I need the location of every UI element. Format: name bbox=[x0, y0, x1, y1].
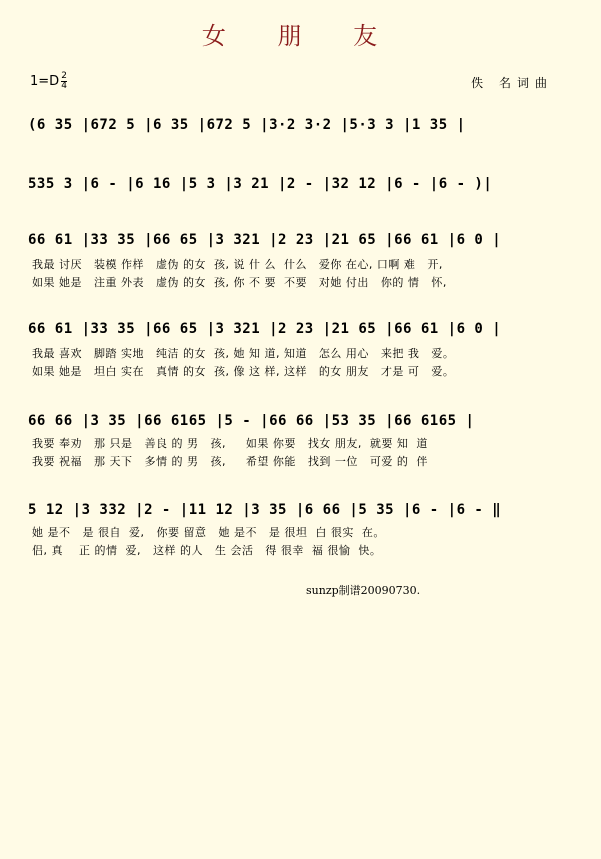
transcriber-credit: sunzp制谱20090730. bbox=[306, 584, 421, 597]
notation-row-3: 66 61 |33 35 |66 65 |3 321 |2 23 |21 65 |66 61 |6 0 | bbox=[28, 232, 502, 248]
lyrics-row-3-verse-1: 我最 讨厌 装模 作样 虚伪 的女 孩, 说 什 么 什么 爱你 在心, 口啊 难 开, bbox=[32, 258, 443, 271]
lyrics-row-5-verse-1: 我要 奉劝 那 只是 善良 的 男 孩, 如果 你要 找女 朋友, 就要 知 道 bbox=[32, 437, 428, 450]
notation-row-4: 66 61 |33 35 |66 65 |3 321 |2 23 |21 65 |66 61 |6 0 | bbox=[28, 321, 502, 337]
time-signature-bottom: 4 bbox=[61, 81, 67, 91]
notation-row-5: 66 66 |3 35 |66 6165 |5 - |66 66 |53 35 |66 6165 | bbox=[28, 413, 475, 429]
notation-row-1: (6 35 |672 5 |6 35 |672 5 |3·2 3·2 |5·3 3 |1 35 | bbox=[28, 117, 466, 133]
lyrics-row-4-verse-1: 我最 喜欢 脚踏 实地 纯洁 的女 孩, 她 知 道, 知道 怎么 用心 来把 我 爱。 bbox=[32, 347, 455, 360]
notation-row-2: 535 3 |6 - |6 16 |5 3 |3 21 |2 - |32 12 |6 - |6 - )| bbox=[28, 176, 493, 192]
song-title: 女 朋 友 bbox=[201, 22, 400, 50]
author-credit: 佚 名词曲 bbox=[471, 76, 553, 90]
lyrics-row-6-verse-2: 侣, 真 正 的情 爱, 这样 的人 生 会活 得 很幸 福 很愉 快。 bbox=[32, 544, 382, 557]
time-signature-top: 2 bbox=[61, 71, 67, 81]
lyrics-row-5-verse-2: 我要 祝福 那 天下 多情 的 男 孩, 希望 你能 找到 一位 可爱 的 伴 bbox=[32, 455, 428, 468]
lyrics-row-3-verse-2: 如果 她是 注重 外表 虚伪 的女 孩, 你 不 要 不要 对她 付出 你的 情 怀, bbox=[32, 276, 447, 289]
time-signature bbox=[61, 72, 67, 91]
notation-row-6: 5 12 |3 332 |2 - |11 12 |3 35 |6 66 |5 35 |6 - |6 - ‖ bbox=[28, 502, 502, 518]
lyrics-row-4-verse-2: 如果 她是 坦白 实在 真情 的女 孩, 像 这 样, 这样 的女 朋友 才是 可 爱。 bbox=[32, 365, 455, 378]
key-prefix: 1=D bbox=[30, 74, 60, 89]
lyrics-row-6-verse-1: 她 是不 是 很自 爱, 你要 留意 她 是不 是 很坦 白 很实 在。 bbox=[32, 526, 385, 539]
key-signature bbox=[30, 72, 67, 91]
